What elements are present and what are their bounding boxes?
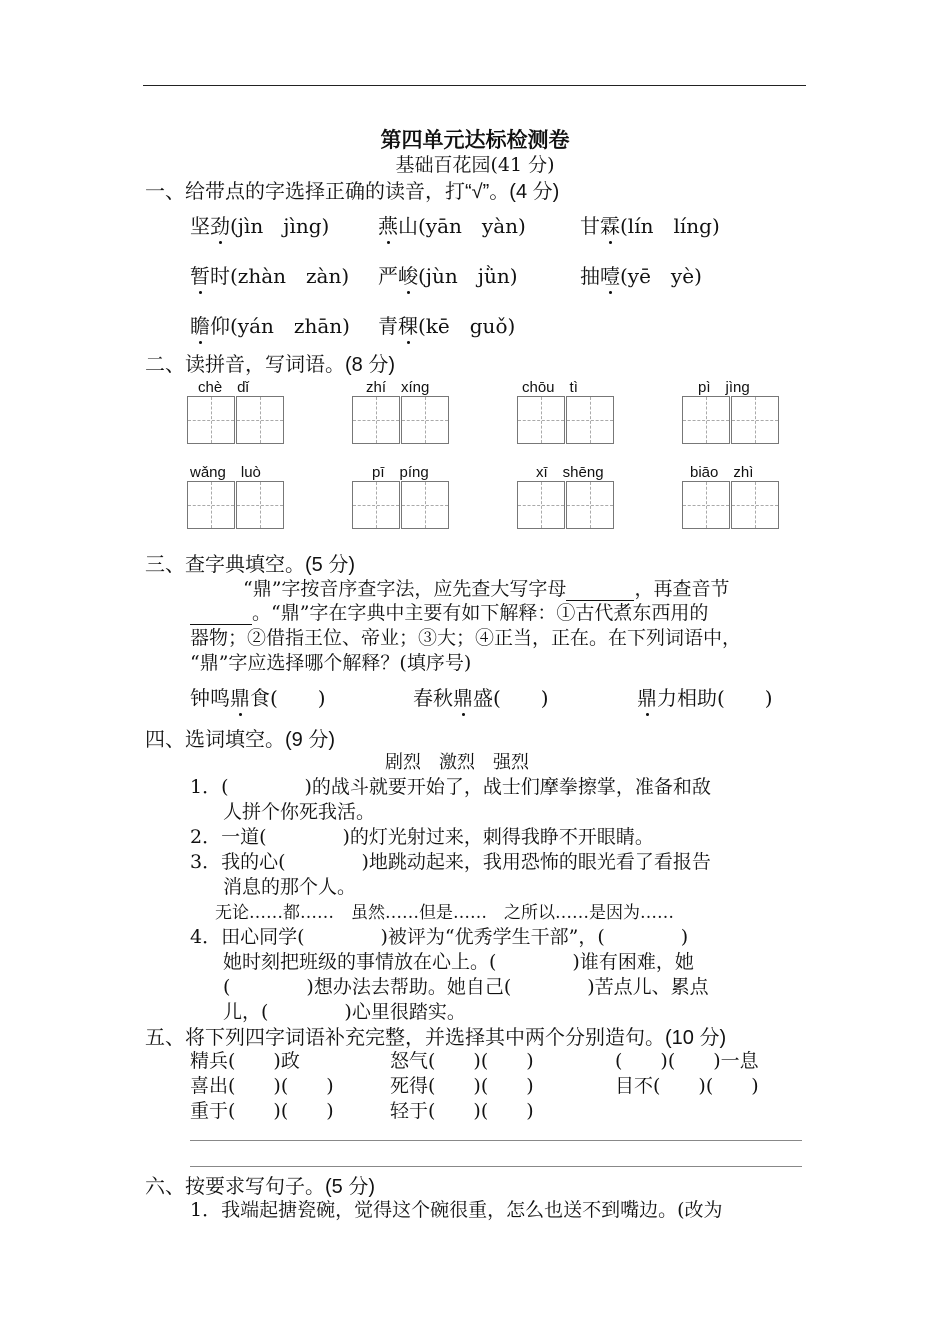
section-4-heading: 四、选词填空。(9 分) (145, 729, 335, 751)
s4-line: 1．( )的战斗就要开始了，战士们摩拳擦掌，准备和敌 (190, 776, 711, 798)
writing-box[interactable] (236, 481, 284, 529)
top-rule (143, 85, 806, 86)
pinyin-label: pī píng (372, 464, 429, 481)
s3-paragraph: 器物；②借指王位、帝业；③大；④正当，正在。在下列词语中， (190, 627, 742, 649)
pinyin-label: pì jìng (698, 379, 750, 396)
word-bank-1: 剧烈 激烈 强烈 (385, 752, 529, 773)
writing-box[interactable] (731, 481, 779, 529)
writing-box[interactable] (187, 396, 235, 444)
pinyin-label: chōu tì (522, 379, 578, 396)
s4-line: 人拼个你死我活。 (223, 801, 376, 823)
s3-paragraph: “鼎”字应选择哪个解释？(填序号) (190, 652, 472, 674)
pinyin-label: zhí xíng (366, 379, 430, 396)
writing-box[interactable] (682, 396, 730, 444)
s5-item: 喜出( )( ) (190, 1075, 334, 1097)
writing-box[interactable] (566, 481, 614, 529)
s5-item: 重于( )( ) (190, 1100, 334, 1122)
s3-item: 鼎力相助( ) (637, 682, 773, 711)
writing-box[interactable] (352, 396, 400, 444)
s3-item: 钟鸣鼎食( ) (190, 682, 326, 711)
writing-box[interactable] (517, 481, 565, 529)
s4-line: 3．我的心( )地跳动起来，我用恐怖的眼光看了看报告 (190, 851, 711, 873)
s5-item: 目不( )( ) (615, 1075, 759, 1097)
section-6-heading: 六、按要求写句子。(5 分) (145, 1176, 375, 1198)
s1-item: 坚劲(jìn jìng) (190, 210, 329, 239)
writing-box[interactable] (566, 396, 614, 444)
s4-line: 儿，( )心里很踏实。 (223, 1001, 466, 1023)
section-5-heading: 五、将下列四字词语补充完整，并选择其中两个分别造句。(10 分) (145, 1027, 727, 1049)
pinyin-label: wǎng luò (190, 464, 261, 481)
s1-item: 青稞(kē guǒ) (378, 310, 515, 339)
writing-box[interactable] (682, 481, 730, 529)
s3-paragraph: 。“鼎”字在字典中主要有如下解释：①古代煮东西用的 (190, 598, 708, 625)
section-2-heading: 二、读拼音，写词语。(8 分) (145, 354, 395, 376)
s3-item: 春秋鼎盛( ) (413, 682, 549, 711)
s1-item: 抽噎(yē yè) (580, 260, 702, 289)
s5-item: 怒气( )( ) (390, 1050, 534, 1072)
page-subtitle: 基础百花园(41 分) (395, 154, 555, 176)
writing-box[interactable] (401, 481, 449, 529)
answer-line[interactable] (190, 1140, 802, 1141)
writing-box[interactable] (731, 396, 779, 444)
section-3-heading: 三、查字典填空。(5 分) (145, 554, 355, 576)
s5-item: 轻于( )( ) (390, 1100, 534, 1122)
writing-box[interactable] (187, 481, 235, 529)
s1-item: 严峻(jùn jǜn) (378, 260, 518, 289)
s4-line: ( )想办法去帮助。她自己( )苦点儿、累点 (223, 976, 709, 998)
s5-item: ( )( )一息 (615, 1050, 759, 1072)
word-bank-2: 无论……都…… 虽然……但是…… 之所以……是因为…… (215, 903, 674, 923)
page-title: 第四单元达标检测卷 (380, 127, 570, 152)
s1-item: 暂时(zhàn zàn) (190, 260, 349, 289)
s1-item: 瞻仰(yán zhān) (190, 310, 350, 339)
writing-box[interactable] (236, 396, 284, 444)
s3-paragraph: “鼎”字按音序查字法，应先查大写字母 ，再查音节 (243, 578, 730, 600)
s1-item: 甘霖(lín líng) (580, 210, 720, 239)
s4-line: 消息的那个人。 (223, 876, 357, 898)
s4-line: 2．一道( )的灯光射过来，刺得我睁不开眼睛。 (190, 826, 654, 848)
pinyin-label: chè dǐ (198, 379, 249, 396)
s5-item: 精兵( )政 (190, 1050, 300, 1072)
pinyin-label: xī shēng (536, 464, 604, 481)
pinyin-label: biāo zhì (690, 464, 754, 481)
s4-line: 4．田心同学( )被评为“优秀学生干部”，( ) (190, 926, 689, 948)
s1-item: 燕山(yān yàn) (378, 210, 526, 239)
s4-line: 她时刻把班级的事情放在心上。( )谁有困难，她 (223, 951, 694, 973)
s6-line: 1．我端起搪瓷碗，觉得这个碗很重，怎么也送不到嘴边。(改为 (190, 1199, 723, 1221)
s5-item: 死得( )( ) (390, 1075, 534, 1097)
section-1-heading: 一、给带点的字选择正确的读音，打“√”。(4 分) (145, 181, 560, 203)
writing-box[interactable] (352, 481, 400, 529)
writing-box[interactable] (517, 396, 565, 444)
writing-box[interactable] (401, 396, 449, 444)
answer-line[interactable] (190, 1166, 802, 1167)
